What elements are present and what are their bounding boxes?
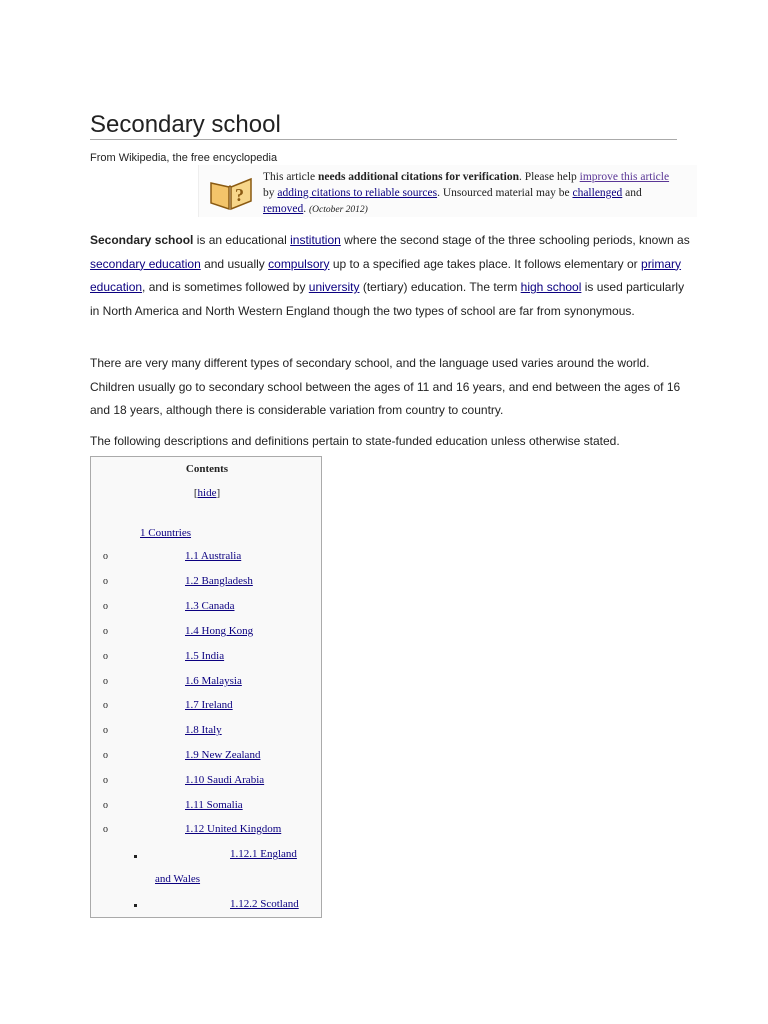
toc-bullet: o xyxy=(103,651,108,662)
toc-item[interactable]: 1.8 Italy xyxy=(185,724,222,736)
toc-bullet: o xyxy=(103,551,108,562)
primary-education-link[interactable]: primary education xyxy=(90,256,682,294)
toc-sub-bullet xyxy=(134,904,137,907)
types-paragraph: There are very many different types of secondary school, and the language used varies around the world. Children usually go to secondary school between the ages of 11 and 16 years, and end between the ages of 16 and 18 years, although there is considerable variation from country to country. xyxy=(90,356,681,417)
toc-item[interactable]: 1.7 Ireland xyxy=(185,699,233,711)
toc-sub-bullet xyxy=(134,855,137,858)
toc-bullet: o xyxy=(103,750,108,761)
bold-term: Secondary school xyxy=(90,233,194,247)
toc-bullet: o xyxy=(103,800,108,811)
challenged-link[interactable]: challenged xyxy=(572,187,623,199)
citation-notice-text: This article needs additional citations for verification. Please help improve this article by adding citations to reliable sources. Unsourced material may be challenged and removed. (October 2012) xyxy=(263,171,670,215)
toc-hide-toggle: [hide] xyxy=(193,487,221,499)
toc-subitem-scotland[interactable]: 1.12.2 Scotland xyxy=(230,898,299,910)
toc-bullet: o xyxy=(103,725,108,736)
toc-hide-link[interactable]: hide xyxy=(197,487,217,499)
toc-item[interactable]: 1.9 New Zealand xyxy=(185,749,261,761)
citation-notice-box xyxy=(198,165,697,217)
toc-bullet: o xyxy=(103,775,108,786)
notice-date: (October 2012) xyxy=(308,205,368,215)
page-title: Secondary school xyxy=(90,111,281,138)
toc-bullet: o xyxy=(103,601,108,612)
toc-subitem-england-cont[interactable]: and Wales xyxy=(155,873,201,885)
book-question-icon xyxy=(207,171,255,211)
toc-item-countries[interactable]: 1 Countries xyxy=(140,527,192,539)
secondary-education-link[interactable]: secondary education xyxy=(90,256,201,271)
toc-bullet: o xyxy=(103,626,108,637)
toc-item[interactable]: 1.1 Australia xyxy=(185,550,242,562)
removed-link[interactable]: removed xyxy=(263,203,304,215)
toc-bullet: o xyxy=(103,824,108,835)
toc-item[interactable]: 1.3 Canada xyxy=(185,600,235,612)
toc-bullet: o xyxy=(103,576,108,587)
toc-item[interactable]: 1.12 United Kingdom xyxy=(185,823,282,835)
intro-paragraph: Secondary school is an educational institution where the second stage of the three schooling periods, known as secondary education and usually compulsory up to a specified age takes place. It follows elementary or primary education, and is sometimes followed by university (tertiary) education. The term high school is used particularly in North America and North Western England though the two types of school are far from synonymous. xyxy=(90,233,690,318)
institution-link[interactable]: institution xyxy=(290,233,341,247)
university-link[interactable]: university xyxy=(308,280,360,294)
improve-article-link[interactable]: improve this article xyxy=(579,171,670,183)
toc-item[interactable]: 1.10 Saudi Arabia xyxy=(185,774,265,786)
toc-item[interactable]: 1.4 Hong Kong xyxy=(185,625,254,637)
adding-citations-link[interactable]: adding citations to reliable sources xyxy=(277,187,438,199)
toc-item[interactable]: 1.5 India xyxy=(185,650,225,662)
svg-text:?: ? xyxy=(235,185,244,205)
toc-bullet: o xyxy=(103,700,108,711)
toc-item[interactable]: 1.6 Malaysia xyxy=(185,675,242,687)
definitions-paragraph: The following descriptions and definitions pertain to state-funded education unless otherwise stated. xyxy=(90,434,620,448)
toc-item[interactable]: 1.2 Bangladesh xyxy=(185,575,253,587)
toc-title: Contents xyxy=(185,463,229,475)
title-divider xyxy=(90,139,677,140)
toc-subitem-england[interactable]: 1.12.1 England xyxy=(230,848,297,860)
site-tagline: From Wikipedia, the free encyclopedia xyxy=(90,152,278,164)
notice-emphasis: needs additional citations for verification xyxy=(317,171,519,183)
toc-bullet: o xyxy=(103,676,108,687)
high-school-link[interactable]: high school xyxy=(520,280,582,294)
toc-item[interactable]: 1.11 Somalia xyxy=(185,799,243,811)
compulsory-link[interactable]: compulsory xyxy=(268,256,330,271)
table-of-contents xyxy=(90,456,322,918)
